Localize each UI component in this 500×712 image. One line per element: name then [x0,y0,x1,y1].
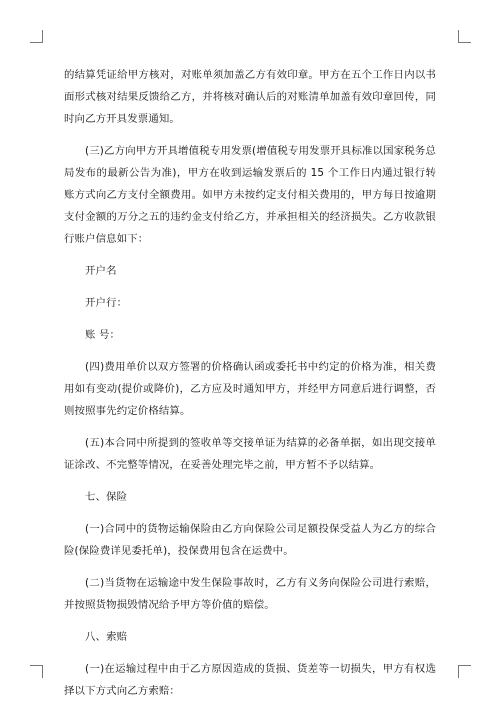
account-number-label: 账 号： [85,329,121,341]
paragraph-settlement-verification: 的结算凭证给甲方核对，对账单须加盖乙方有效印章。甲方在五个工作日内以书面形式核对结果反馈给乙方，并将核对确认后的对账清单加盖有效印章回传，同时向乙方开具发票通知。 [64,69,436,125]
section-heading-insurance: 七、保险 [85,491,128,503]
document-body [64,64,436,712]
crop-mark-top-left [30,30,43,43]
crop-mark-bottom-right [458,665,471,678]
paragraph-insurance-1: (一)合同中的货物运输保险由乙方向保险公司足额投保受益人为乙方的综合险(保险费详见委托单)，投保费用包含在运费中。 [64,523,436,557]
paragraph-clause-4-unit-price: (四)费用单价以双方签署的价格确认函或委托书中约定的价格为准，相关费用如有变动(提价或降价)，乙方应及时通知甲方，并经甲方同意后进行调整，否则按照事先约定价格结算。 [64,361,436,417]
paragraph-claims-1: (一)在运输过程中由于乙方原因造成的货损、货差等一切损失，甲方有权选择以下方式向乙方索赔： [64,663,436,697]
paragraph-clause-3-invoice: (三)乙方向甲方开具增值税专用发票(增值税专用发票开具标准以国家税务总局发布的最新公告为准)，甲方在收到运输发票后的 15 个工作日内通过银行转账方式向乙方支付全额费用。如甲方未按约定支付相关费用的，甲方每日按逾期支付金额的万分之五的违约金支付给乙方，并承担相关的经济损失。乙方收款银行账户信息如下： [64,145,436,245]
paragraph-clause-5-receipts: (五)本合同中所提到的签收单等交接单证为结算的必备单据，如出现交接单证涂改、不完整等情况，在妥善处理完毕之前，甲方暂不予以结算。 [64,437,436,471]
crop-mark-bottom-left [30,665,43,678]
account-name-label: 开户名 [85,265,117,277]
crop-mark-top-right [458,30,471,43]
section-heading-claims: 八、索赔 [85,631,128,643]
bank-name-label: 开户行： [85,297,128,309]
paragraph-insurance-2: (二)当货物在运输途中发生保险事故时，乙方有义务向保险公司进行索赔，并按照货物损毁情况给予甲方等价值的赔偿。 [64,577,436,611]
